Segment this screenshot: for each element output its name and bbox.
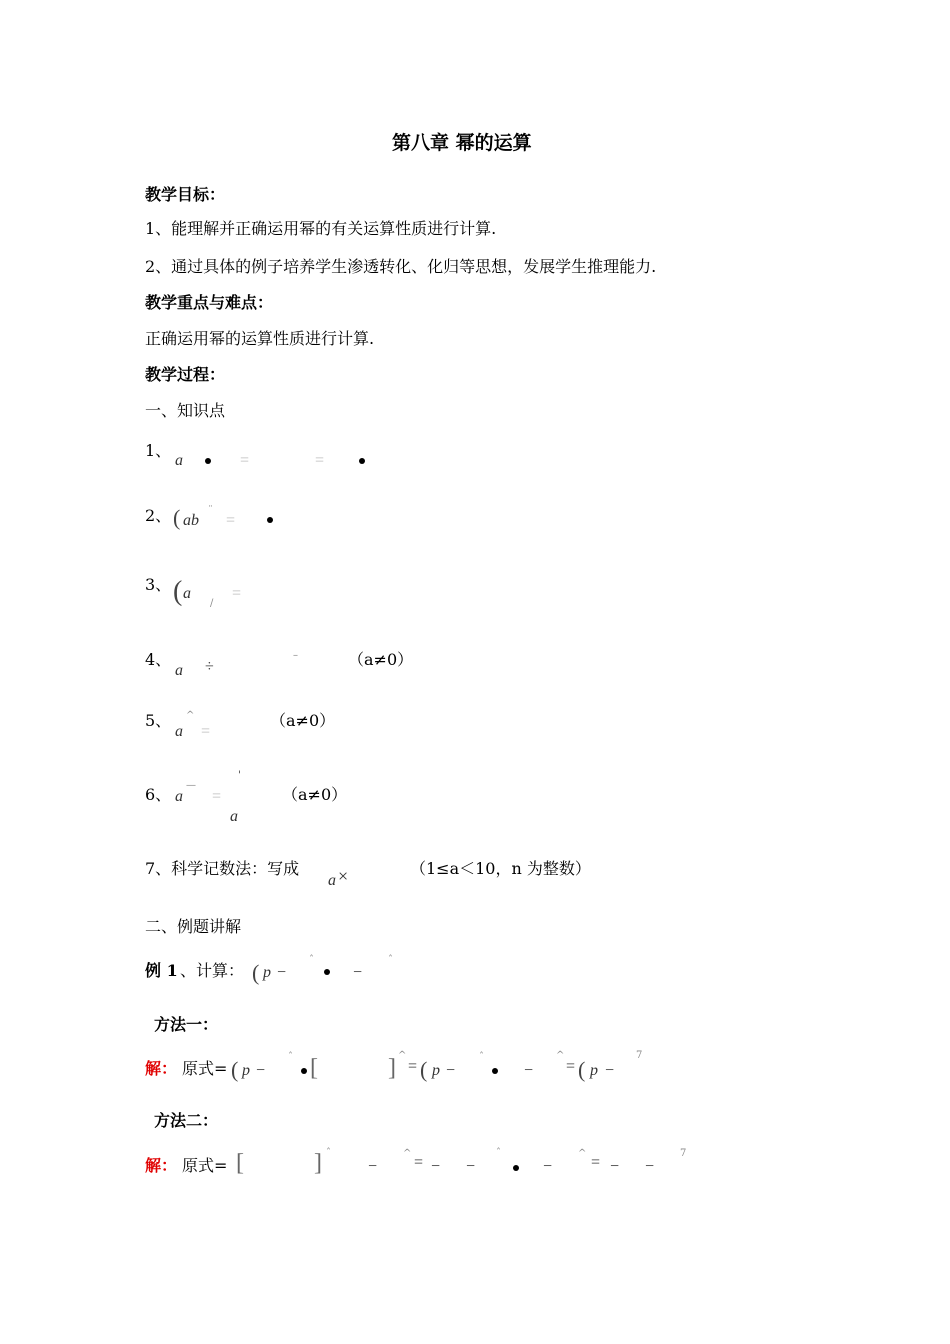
- key-points-heading: 教学重点与难点：: [145, 293, 274, 312]
- method-2-heading: 方法二：: [154, 1111, 219, 1130]
- page-title: 第八章 幂的运算: [392, 132, 532, 154]
- section-knowledge-points: 一、知识点: [145, 401, 226, 420]
- process-heading: 教学过程：: [145, 365, 226, 384]
- objectives-heading: 教学目标：: [145, 185, 226, 204]
- key-points-text: 正确运用幂的运算性质进行计算.: [145, 329, 375, 348]
- section-examples: 二、例题讲解: [145, 917, 242, 936]
- objective-item-2: 2、通过具体的例子培养学生渗透转化、化归等思想，发展学生推理能力.: [145, 257, 657, 276]
- objective-item-1: 1、能理解并正确运用幂的有关运算性质进行计算.: [145, 219, 497, 238]
- method-1-heading: 方法一：: [154, 1015, 219, 1034]
